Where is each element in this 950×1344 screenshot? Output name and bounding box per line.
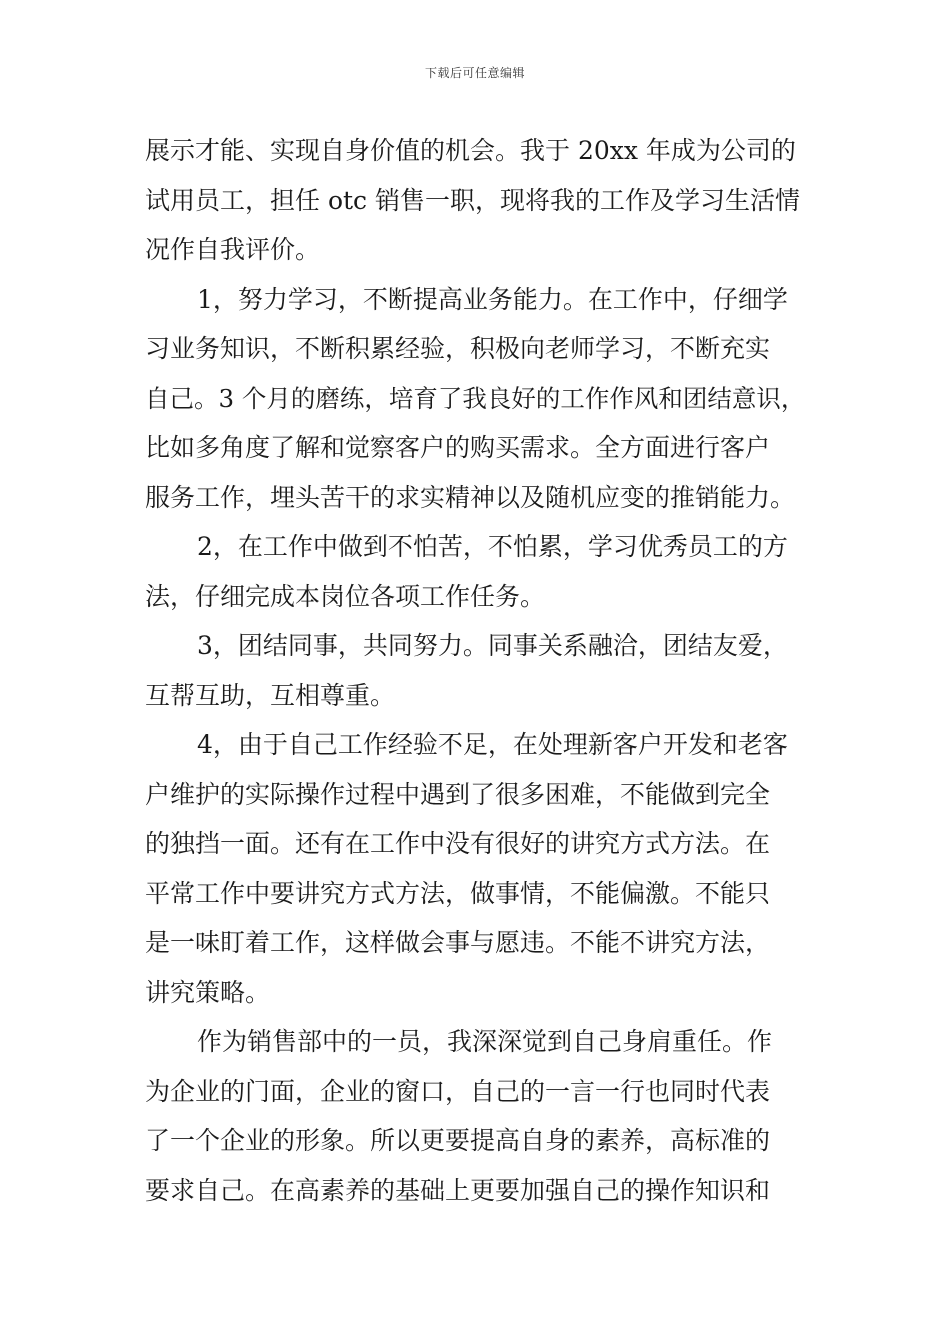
- text-line: 的独挡一面。还有在工作中没有很好的讲究方式方法。在: [145, 829, 771, 858]
- text-line: 1，努力学习，不断提高业务能力。在工作中，仔细学: [197, 284, 788, 314]
- text-line: 展示才能、实现自身价值的机会。我于 20xx 年成为公司的: [145, 136, 796, 165]
- page-header: 下载后可任意编辑: [424, 66, 525, 80]
- document-body: [145, 126, 815, 1215]
- text-line: 服务工作，埋头苦干的求实精神以及随机应变的推销能力。: [145, 482, 796, 512]
- text-line: 要求自己。在高素养的基础上更要加强自己的操作知识和: [145, 1175, 771, 1205]
- text-line: 了一个企业的形象。所以更要提高自身的素养，高标准的: [145, 1126, 771, 1155]
- text-line: 4，由于自己工作经验不足，在处理新客户开发和老客: [197, 730, 788, 759]
- text-line: 自己。3 个月的磨练，培育了我良好的工作作风和团结意识，: [145, 383, 806, 413]
- text-line: 是一味盯着工作，这样做会事与愿违。不能不讲究方法，: [145, 928, 771, 957]
- text-line: 2，在工作中做到不怕苦，不怕累，学习优秀员工的方: [197, 532, 788, 561]
- text-line: 讲究策略。: [145, 977, 271, 1007]
- text-line: 比如多角度了解和觉察客户的购买需求。全方面进行客户: [145, 433, 771, 462]
- text-line: 平常工作中要讲究方式方法，做事情，不能偏激。不能只: [145, 878, 771, 908]
- text-line: 法，仔细完成本岗位各项工作任务。: [145, 581, 546, 611]
- text-line: 作为销售部中的一员，我深深觉到自己身肩重任。作: [197, 1027, 773, 1056]
- text-line: 试用员工，担任 otc 销售一职，现将我的工作及学习生活情: [145, 185, 800, 215]
- text-line: 习业务知识，不断积累经验，积极向老师学习，不断充实: [145, 334, 771, 363]
- text-line: 3，团结同事，共同努力。同事关系融洽，团结友爱，: [197, 631, 788, 660]
- text-line: 互帮互助，互相尊重。: [145, 680, 396, 710]
- text-line: 为企业的门面，企业的窗口，自己的一言一行也同时代表: [145, 1076, 771, 1106]
- text-line: 户维护的实际操作过程中遇到了很多困难，不能做到完全: [145, 779, 771, 809]
- text-line: 况作自我评价。: [145, 235, 321, 264]
